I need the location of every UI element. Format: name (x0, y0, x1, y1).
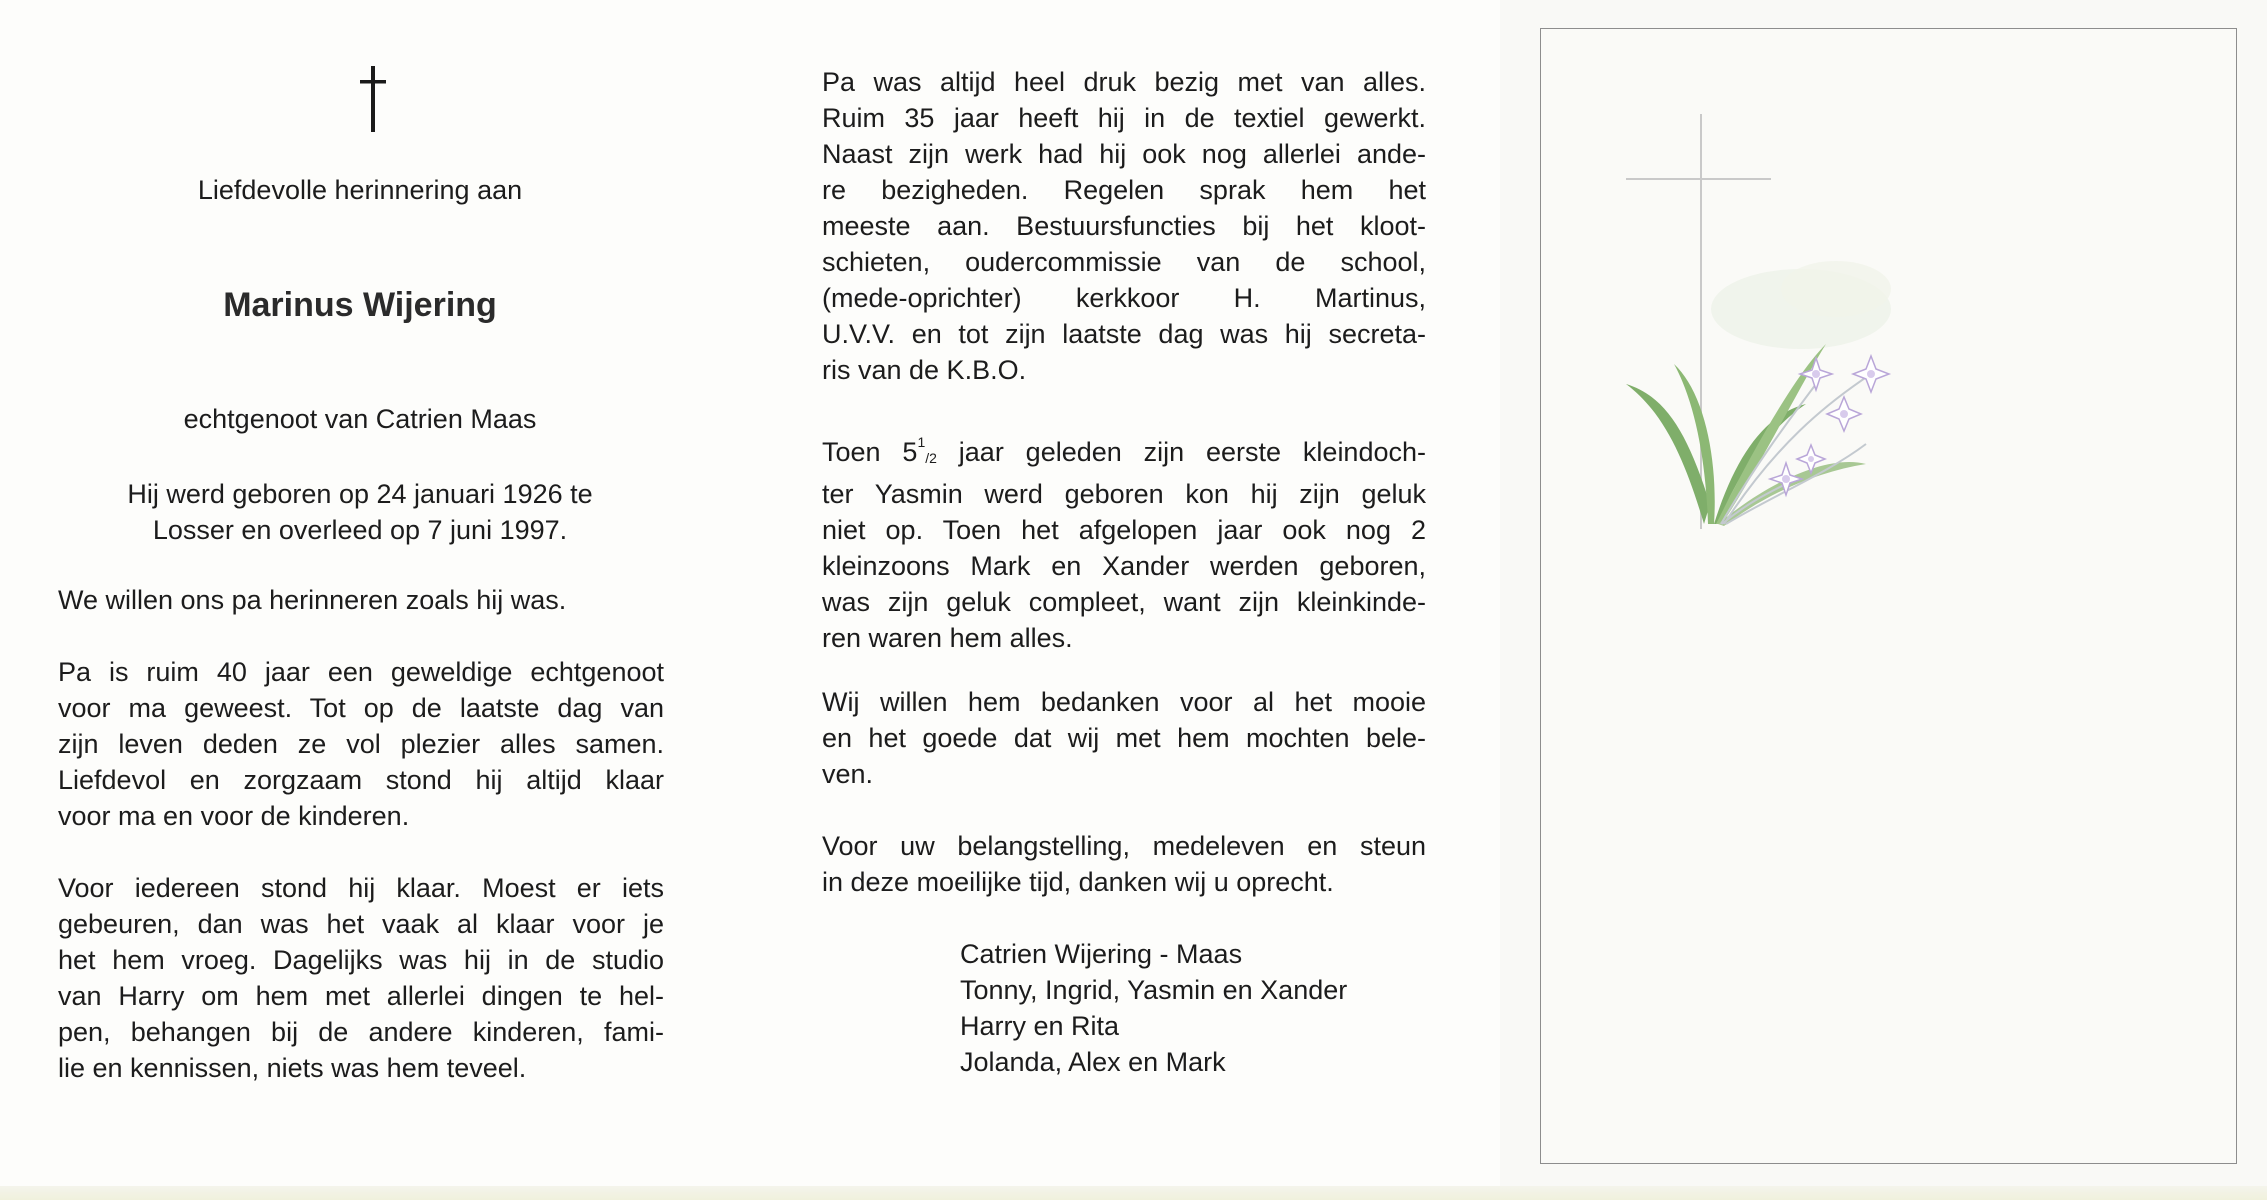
signature-line: Catrien Wijering - Maas (960, 939, 1243, 969)
text-line: voor ma en voor de kinderen. (58, 801, 410, 831)
paragraph-memory (58, 582, 624, 618)
text-line: lie en kennissen, niets was hem teveel. (58, 1053, 527, 1083)
paragraph-marriage (58, 654, 664, 834)
fraction-numerator: 1 (917, 434, 926, 450)
text-line: Naast zijn werk had hij ook nog allerlei ande- (822, 139, 1426, 169)
text-line: pen, behangen bij de andere kinderen, fami- (58, 1017, 664, 1047)
text-line: (mede-oprichter) kerkkoor H. Martinus, (822, 283, 1426, 313)
text-fragment: Toen 5 (822, 437, 918, 467)
scan-bottom-edge (0, 1186, 2267, 1200)
text-line: het hem vroeg. Dagelijks was hij in de studio (58, 945, 664, 975)
text-line: Liefdevol en zorgzaam stond hij altijd klaar (58, 765, 664, 795)
text-line: ren waren hem alles. (822, 623, 1073, 653)
heading: Liefdevolle herinnering aan (197, 175, 523, 205)
paragraph-activities (822, 64, 1426, 388)
signature-line: Harry en Rita (960, 1011, 1120, 1041)
text-line: gebeuren, dan was het vaak al klaar voor je (58, 909, 664, 939)
text-line: We willen ons pa herinneren zoals hij was. (58, 585, 567, 615)
text-line: zijn leven deden ze vol plezier alles samen. (58, 729, 664, 759)
text-line: Wij willen hem bedanken voor al het mooie (822, 687, 1426, 717)
card-cover-page (1500, 0, 2267, 1200)
cross-icon (360, 66, 386, 132)
card-left-page (0, 0, 750, 1200)
text-line: Voor iedereen stond hij klaar. Moest er iets (58, 873, 664, 903)
text-line: meeste aan. Bestuursfuncties bij het kloot- (822, 211, 1426, 241)
signature-line: Jolanda, Alex en Mark (960, 1047, 1226, 1077)
text-line: Pa is ruim 40 jaar een geweldige echtgenoot (58, 657, 664, 687)
text-line: was zijn geluk compleet, want zijn kleinkinde- (822, 587, 1426, 617)
text-line: niet op. Toen het afgelopen jaar ook nog 2 (822, 515, 1426, 545)
birth-death-text (0, 476, 720, 548)
text-line: en het goede dat wij met hem mochten bele- (822, 723, 1426, 753)
text-line: Ruim 35 jaar heeft hij in de textiel gewerkt. (822, 103, 1426, 133)
text-line: schieten, oudercommissie van de school, (822, 247, 1426, 277)
signature-line: Tonny, Ingrid, Yasmin en Xander (960, 975, 1348, 1005)
paragraph-helpfulness (58, 870, 664, 1086)
paragraph-gratitude (822, 828, 1426, 900)
spouse-line: echtgenoot van Catrien Maas (183, 404, 537, 434)
text-line: ris van de K.B.O. (822, 355, 1027, 385)
family-signatures (960, 936, 1347, 1080)
text-line: U.V.V. en tot zijn laatste dag was hij secreta- (822, 319, 1426, 349)
deceased-name: Marinus Wijering (223, 286, 497, 324)
text-line: Pa was altijd heel druk bezig met van alles. (822, 67, 1426, 97)
card-frame (1540, 28, 2237, 1164)
text-line: Voor uw belangstelling, medeleven en steun (822, 831, 1426, 861)
text-line: re bezigheden. Regelen sprak hem het (822, 175, 1426, 205)
text-line: Hij werd geboren op 24 januari 1926 te (127, 479, 593, 509)
fraction-denominator: /2 (925, 450, 937, 466)
paragraph-grandchildren (822, 424, 1426, 656)
paragraph-thanks (822, 684, 1426, 792)
text-line: ter Yasmin werd geboren kon hij zijn geluk (822, 479, 1426, 509)
text-line: Losser en overleed op 7 juni 1997. (152, 515, 568, 545)
text-line (822, 424, 1426, 476)
text-line: van Harry om hem met allerlei dingen te hel- (58, 981, 664, 1011)
floral-cross-illustration (1626, 84, 1926, 564)
card-middle-page (750, 0, 1500, 1200)
text-line: ven. (822, 759, 874, 789)
text-line: kleinzoons Mark en Xander werden geboren, (822, 551, 1426, 581)
text-line: in deze moeilijke tijd, danken wij u oprecht. (822, 867, 1334, 897)
text-line: voor ma geweest. Tot op de laatste dag van (58, 693, 664, 723)
text-fragment: jaar geleden zijn eerste kleindoch- (936, 437, 1426, 467)
